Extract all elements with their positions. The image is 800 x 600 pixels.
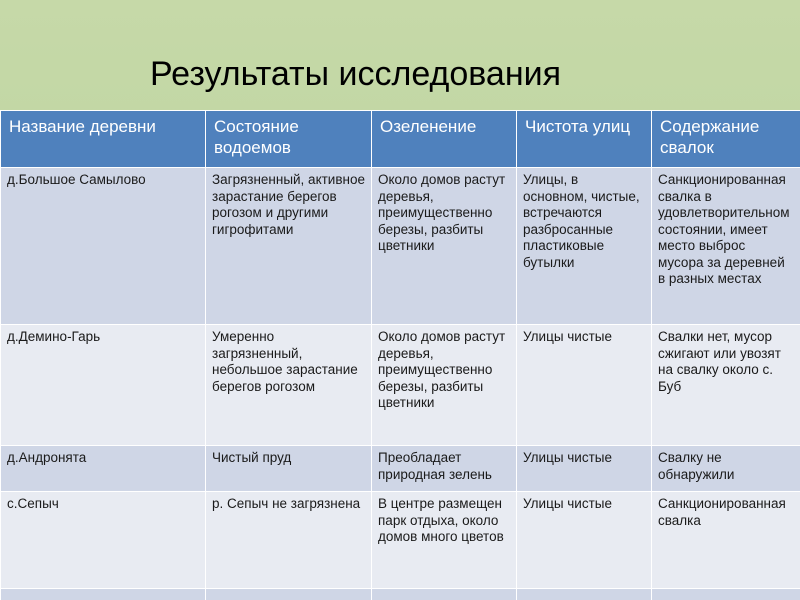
table-row	[1, 492, 800, 589]
cell-greenery: Преобладает природная зелень	[372, 446, 517, 492]
header-water-state: Состояние водоемов	[206, 111, 372, 168]
table-row	[1, 589, 800, 600]
results-table-container	[0, 110, 800, 600]
table-row	[1, 168, 800, 325]
cell-streets: Улицы чистые	[517, 492, 652, 589]
cell-streets: Улицы, в основном, чистые, встречаются разбросанные пластиковые бутылки	[517, 168, 652, 325]
table-header-row	[1, 111, 800, 168]
cell-water	[206, 589, 372, 600]
cell-greenery: В центре размещен парк отдыха, около домов много цветов	[372, 492, 517, 589]
cell-water: Загрязненный, активное зарастание берегов рогозом и другими гигрофитами	[206, 168, 372, 325]
cell-village: с.Сепыч	[1, 492, 206, 589]
header-dump-maintenance: Содержание свалок	[652, 111, 800, 168]
cell-village: д.Демино-Гарь	[1, 325, 206, 446]
cell-greenery: Около домов растут деревья, преимущественно березы, разбиты цветники	[372, 325, 517, 446]
cell-streets: Улицы чистые	[517, 446, 652, 492]
cell-greenery	[372, 589, 517, 600]
cell-village: д.Андронята	[1, 446, 206, 492]
cell-water: Чистый пруд	[206, 446, 372, 492]
cell-dump	[652, 589, 800, 600]
cell-streets	[517, 589, 652, 600]
cell-dump: Свалку не обнаружили	[652, 446, 800, 492]
table-row	[1, 446, 800, 492]
results-table	[0, 110, 800, 600]
cell-dump: Санкционированная свалка	[652, 492, 800, 589]
slide-title: Результаты исследования	[150, 55, 562, 93]
header-street-cleanliness: Чистота улиц	[517, 111, 652, 168]
header-village-name: Название деревни	[1, 111, 206, 168]
cell-village: д.Большое Самылово	[1, 168, 206, 325]
cell-greenery: Около домов растут деревья, преимущественно березы, разбиты цветники	[372, 168, 517, 325]
cell-water: Умеренно загрязненный, небольшое зарастание берегов рогозом	[206, 325, 372, 446]
cell-dump: Свалки нет, мусор сжигают или увозят на свалку около с. Буб	[652, 325, 800, 446]
header-greenery: Озеленение	[372, 111, 517, 168]
cell-dump: Санкционированная свалка в удовлетворительном состоянии, имеет место выброс мусора за деревней в разных местах	[652, 168, 800, 325]
cell-village	[1, 589, 206, 600]
cell-streets: Улицы чистые	[517, 325, 652, 446]
cell-water: р. Сепыч не загрязнена	[206, 492, 372, 589]
table-row	[1, 325, 800, 446]
